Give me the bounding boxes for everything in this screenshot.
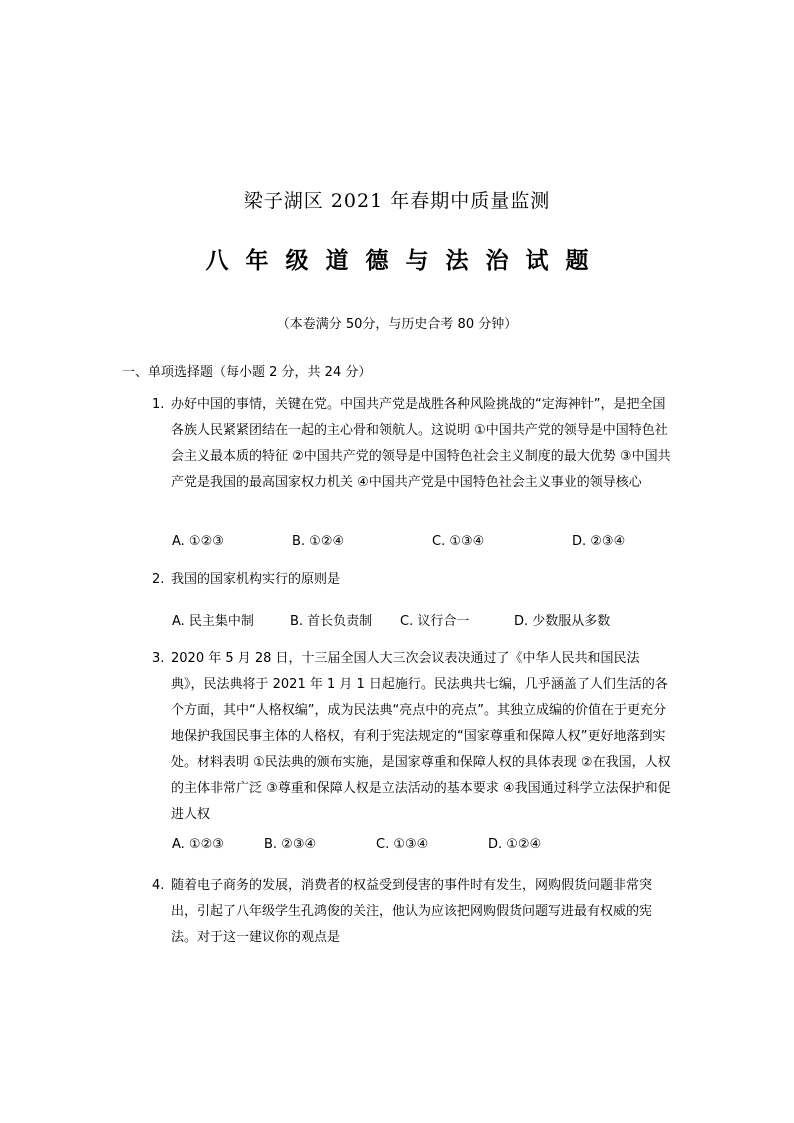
option-b: B. ②③④ [264, 837, 317, 852]
option-b: B. 首长负责制 [290, 614, 373, 629]
question-text: 办好中国的事情，关键在党。中国共产党是战胜各种风险挑战的“定海神针”，是把全国各族人民紧紧团结在一起的主心骨和领航人。这说明 ①中国共产党的领导是中国特色社会主义最本质的特征 ②中国共产党的领导是中国特色社会主义制度的最大优势 ③中国共产党是我国的最高国家权力机关 ④中国共产党是中国特色社会主义事业的领导核心 [171, 397, 671, 490]
question-number: 3. [152, 651, 165, 666]
question-1 [152, 392, 672, 496]
question-number: 4. [152, 878, 165, 893]
option-a: A. ①②③ [172, 837, 224, 852]
question-2 [152, 567, 672, 593]
option-d: D. ②③④ [572, 534, 626, 549]
question-text: 我国的国家机构实行的原则是 [171, 572, 341, 587]
question-text: 2020 年 5 月 28 日，十三届全国人大三次会议表决通过了《中华人民共和国民法典》，民法典将于 2021 年 1 月 1 日起施行。民法典共七编，几乎涵盖了人们生活的各个方面，其中“人格权编”，成为民法典“亮点中的亮点”。其独立成编的价值在于更充分地保护我国民事主体的人格权，有利于宪法规定的“国家尊重和保障人权”更好地落到实处。材料表明 ①民法典的颁布实施，是国家尊重和保障人权的具体表现 ②在我国，人权的主体非常广泛 ③尊重和保障人权是立法活动的基本要求 ④我国通过科学立法保护和促进人权 [171, 651, 671, 822]
question-3 [152, 646, 672, 828]
option-d: D. 少数服从多数 [514, 614, 611, 629]
question-number: 1. [152, 397, 165, 412]
exam-title: 梁子湖区 2021 年春期中质量监测 [243, 190, 551, 212]
option-d: D. ①②④ [488, 837, 542, 852]
subject-title: 八年级道德与法治试题 [205, 247, 606, 274]
option-c: C. 议行合一 [400, 614, 470, 629]
option-a: A. 民主集中制 [172, 614, 254, 629]
option-a: A. ①②③ [172, 534, 224, 549]
question-number: 2. [152, 572, 165, 587]
exam-note: （本卷满分 50分，与历史合考 80 分钟） [276, 317, 518, 332]
section-heading: 一、单项选择题（每小题 2 分，共 24 分） [122, 365, 372, 380]
question-text: 随着电子商务的发展，消费者的权益受到侵害的事件时有发生，网购假货问题非常突出，引起了八年级学生孔鸿俊的关注，他认为应该把网购假货问题写进最有权威的宪法。对于这一建议你的观点是 [171, 878, 653, 945]
question-4 [152, 873, 672, 951]
option-c: C. ①③④ [376, 837, 429, 852]
option-b: B. ①②④ [292, 534, 345, 549]
option-c: C. ①③④ [432, 534, 485, 549]
